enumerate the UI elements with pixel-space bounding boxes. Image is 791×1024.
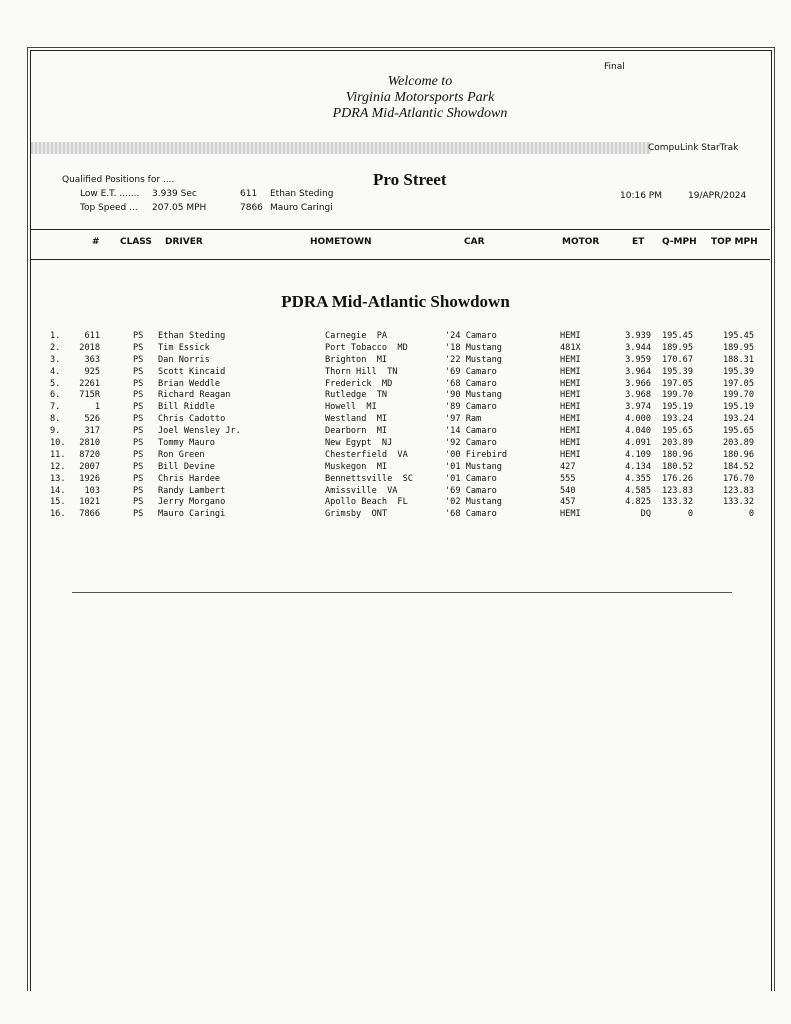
top-mph-cell: 195.19	[722, 402, 754, 413]
class-cell: PS	[133, 402, 144, 413]
driver-cell: Brian Weddle	[158, 378, 221, 389]
driver-cell: Jerry Morgano	[158, 497, 226, 508]
q-mph-cell: 195.19	[661, 402, 693, 413]
et-cell: 4.134	[625, 461, 651, 472]
hometown-cell: Muskegon MI	[325, 461, 388, 472]
top-mph-cell: 195.45	[722, 331, 754, 341]
hometown-cell: Rutledge TN	[325, 390, 388, 401]
car-number-cell: 1021	[79, 497, 100, 508]
car-number-cell: 1926	[79, 473, 100, 484]
driver-cell: Joel Wensley Jr.	[158, 426, 241, 437]
position-cell: 4.	[50, 366, 61, 377]
low-et-car-number: 611	[240, 189, 258, 199]
q-mph-cell: 197.05	[661, 378, 693, 389]
position-cell: 12.	[50, 461, 66, 472]
et-cell: 3.974	[625, 402, 651, 413]
top-speed-car-number: 7866	[240, 203, 263, 213]
header-rule-bottom	[31, 259, 770, 260]
car-cell: '18 Mustang	[445, 342, 502, 353]
q-mph-cell: 203.89	[661, 438, 693, 449]
hometown-cell: Grimsby ONT	[325, 509, 388, 520]
q-mph-cell: 170.67	[661, 354, 693, 365]
car-number-cell: 2007	[79, 461, 100, 472]
class-cell: PS	[133, 509, 144, 520]
col-header-hometown: HOMETOWN	[310, 237, 372, 247]
table-row	[0, 402, 791, 414]
car-number-cell: 2018	[79, 342, 100, 353]
hometown-cell: Dearborn MI	[325, 426, 388, 437]
et-cell: 3.966	[625, 378, 651, 389]
col-header-motor: MOTOR	[562, 237, 600, 247]
et-cell: 3.968	[625, 390, 651, 401]
table-row	[0, 379, 791, 391]
et-cell: 3.959	[625, 354, 651, 365]
car-cell: '68 Camaro	[445, 378, 497, 389]
car-cell: '22 Mustang	[445, 354, 502, 365]
top-mph-cell: 203.89	[722, 438, 754, 449]
motor-cell: HEMI	[560, 426, 581, 437]
welcome-line: Welcome to	[387, 74, 453, 89]
car-cell: '01 Mustang	[445, 461, 502, 472]
car-number-cell: 317	[84, 426, 100, 437]
hometown-cell: Westland MI	[325, 414, 388, 425]
q-mph-cell: 195.45	[661, 331, 693, 341]
table-row	[0, 390, 791, 402]
q-mph-cell: 0	[687, 509, 693, 520]
col-header-number: #	[92, 237, 100, 247]
driver-cell: Tommy Mauro	[158, 438, 215, 449]
low-et-driver: Ethan Steding	[270, 189, 334, 199]
hometown-cell: Thorn Hill TN	[325, 366, 398, 377]
q-mph-cell: 199.70	[661, 390, 693, 401]
top-mph-cell: 123.83	[722, 485, 754, 496]
car-cell: '69 Camaro	[445, 485, 497, 496]
driver-cell: Richard Reagan	[158, 390, 231, 401]
car-number-cell: 103	[84, 485, 100, 496]
position-cell: 1.	[50, 331, 61, 341]
motor-cell: 481X	[560, 342, 581, 353]
col-header-car: CAR	[464, 237, 485, 247]
class-title: Pro Street	[373, 170, 447, 189]
q-mph-cell: 176.26	[661, 473, 693, 484]
position-cell: 15.	[50, 497, 66, 508]
position-cell: 6.	[50, 390, 61, 401]
table-end-rule	[72, 592, 732, 593]
top-speed-label: Top Speed ...	[80, 203, 138, 213]
top-speed-record	[80, 203, 333, 213]
car-number-cell: 2810	[79, 438, 100, 449]
hometown-cell: Howell MI	[325, 402, 377, 413]
car-number-cell: 2261	[79, 378, 100, 389]
et-cell: 4.585	[625, 485, 651, 496]
car-cell: '92 Camaro	[445, 438, 497, 449]
top-mph-cell: 193.24	[722, 414, 754, 425]
class-cell: PS	[133, 331, 144, 341]
position-cell: 10.	[50, 438, 66, 449]
position-cell: 9.	[50, 426, 61, 437]
q-mph-cell: 193.24	[661, 414, 693, 425]
table-row	[0, 486, 791, 498]
low-et-label: Low E.T. .......	[80, 189, 140, 199]
results-table	[0, 331, 791, 521]
class-cell: PS	[133, 342, 144, 353]
table-row	[0, 474, 791, 486]
hometown-cell: Amissville VA	[325, 485, 398, 496]
table-row	[0, 462, 791, 474]
class-cell: PS	[133, 485, 144, 496]
class-cell: PS	[133, 449, 144, 460]
top-speed-value: 207.05 MPH	[152, 203, 207, 213]
header-rule-top	[31, 229, 770, 230]
q-mph-cell: 195.39	[661, 366, 693, 377]
branding-label: CompuLink StarTrak	[648, 143, 739, 153]
table-row	[0, 355, 791, 367]
q-mph-cell: 189.95	[661, 342, 693, 353]
top-mph-cell: 176.70	[722, 473, 754, 484]
table-row	[0, 450, 791, 462]
table-row	[0, 331, 791, 343]
q-mph-cell: 180.96	[661, 449, 693, 460]
et-cell: 4.109	[625, 449, 651, 460]
divider-band	[31, 142, 651, 154]
car-cell: '02 Mustang	[445, 497, 502, 508]
hometown-cell: New Egypt NJ	[325, 438, 393, 449]
motor-cell: HEMI	[560, 354, 581, 365]
top-mph-cell: 0	[748, 509, 754, 520]
class-cell: PS	[133, 390, 144, 401]
motor-cell: 555	[560, 473, 576, 484]
car-cell: '68 Camaro	[445, 509, 497, 520]
class-cell: PS	[133, 461, 144, 472]
motor-cell: HEMI	[560, 378, 581, 389]
motor-cell: HEMI	[560, 366, 581, 377]
table-row	[0, 343, 791, 355]
car-number-cell: 925	[84, 366, 100, 377]
car-number-cell: 526	[84, 414, 100, 425]
car-cell: '97 Ram	[445, 414, 482, 425]
motor-cell: HEMI	[560, 449, 581, 460]
event-title: PDRA Mid-Atlantic Showdown	[281, 292, 510, 311]
top-mph-cell: 199.70	[722, 390, 754, 401]
table-row	[0, 367, 791, 379]
driver-cell: Bill Devine	[158, 461, 215, 472]
class-cell: PS	[133, 414, 144, 425]
top-mph-cell: 189.95	[722, 342, 754, 353]
car-cell: '24 Camaro	[445, 331, 497, 341]
car-cell: '89 Camaro	[445, 402, 497, 413]
motor-cell: 540	[560, 485, 576, 496]
table-row	[0, 497, 791, 509]
position-cell: 5.	[50, 378, 61, 389]
col-header-top-mph: TOP MPH	[711, 237, 758, 247]
car-number-cell: 8720	[79, 449, 100, 460]
top-mph-cell: 195.65	[722, 426, 754, 437]
car-cell: '90 Mustang	[445, 390, 502, 401]
motor-cell: 427	[560, 461, 576, 472]
position-cell: 16.	[50, 509, 66, 520]
top-mph-cell: 195.39	[722, 366, 754, 377]
report-date: 19/APR/2024	[688, 191, 747, 201]
hometown-cell: Bennettsville SC	[325, 473, 413, 484]
et-cell: 4.825	[625, 497, 651, 508]
et-cell: 3.944	[625, 342, 651, 353]
hometown-cell: Brighton MI	[325, 354, 388, 365]
class-cell: PS	[133, 438, 144, 449]
hometown-cell: Frederick MD	[325, 378, 393, 389]
q-mph-cell: 133.32	[661, 497, 693, 508]
top-mph-cell: 133.32	[722, 497, 754, 508]
driver-cell: Bill Riddle	[158, 402, 215, 413]
motor-cell: HEMI	[560, 414, 581, 425]
car-number-cell: 7866	[79, 509, 100, 520]
table-row	[0, 426, 791, 438]
et-cell: 4.040	[625, 426, 651, 437]
event-name: PDRA Mid-Atlantic Showdown	[332, 106, 508, 121]
motor-cell: HEMI	[560, 438, 581, 449]
et-cell: 4.355	[625, 473, 651, 484]
col-header-q-mph: Q-MPH	[662, 237, 697, 247]
et-cell: 3.964	[625, 366, 651, 377]
motor-cell: HEMI	[560, 390, 581, 401]
position-cell: 14.	[50, 485, 66, 496]
top-mph-cell: 180.96	[722, 449, 754, 460]
position-cell: 8.	[50, 414, 61, 425]
et-cell: 4.091	[625, 438, 651, 449]
motor-cell: HEMI	[560, 402, 581, 413]
col-header-et: ET	[632, 237, 645, 247]
table-row	[0, 438, 791, 450]
status-label: Final	[604, 62, 625, 72]
class-cell: PS	[133, 473, 144, 484]
driver-cell: Scott Kincaid	[158, 366, 226, 377]
q-mph-cell: 180.52	[661, 461, 693, 472]
top-mph-cell: 188.31	[722, 354, 754, 365]
table-row	[0, 414, 791, 426]
car-number-cell: 1	[94, 402, 100, 413]
table-row	[0, 509, 791, 521]
position-cell: 13.	[50, 473, 66, 484]
class-cell: PS	[133, 366, 144, 377]
et-cell: DQ	[640, 509, 651, 520]
top-mph-cell: 197.05	[722, 378, 754, 389]
track-name: Virginia Motorsports Park	[345, 90, 495, 105]
driver-cell: Ethan Steding	[158, 331, 226, 341]
class-cell: PS	[133, 426, 144, 437]
welcome-header	[220, 74, 620, 122]
car-number-cell: 611	[84, 331, 100, 341]
position-cell: 11.	[50, 449, 66, 460]
driver-cell: Dan Norris	[158, 354, 210, 365]
position-cell: 3.	[50, 354, 61, 365]
driver-cell: Tim Essick	[158, 342, 210, 353]
low-et-record	[80, 189, 333, 199]
et-cell: 4.000	[625, 414, 651, 425]
class-cell: PS	[133, 497, 144, 508]
motor-cell: HEMI	[560, 331, 581, 341]
driver-cell: Chris Hardee	[158, 473, 221, 484]
col-header-driver: DRIVER	[165, 237, 203, 247]
driver-cell: Randy Lambert	[158, 485, 226, 496]
motor-cell: HEMI	[560, 509, 581, 520]
position-cell: 2.	[50, 342, 61, 353]
driver-cell: Ron Green	[158, 449, 205, 460]
car-number-cell: 715R	[79, 390, 100, 401]
car-cell: '14 Camaro	[445, 426, 497, 437]
class-cell: PS	[133, 354, 144, 365]
car-cell: '01 Camaro	[445, 473, 497, 484]
et-cell: 3.939	[625, 331, 651, 341]
car-cell: '69 Camaro	[445, 366, 497, 377]
top-speed-driver: Mauro Caringi	[270, 203, 333, 213]
motor-cell: 457	[560, 497, 576, 508]
col-header-class: CLASS	[120, 237, 152, 247]
q-mph-cell: 195.65	[661, 426, 693, 437]
hometown-cell: Apollo Beach FL	[325, 497, 408, 508]
top-mph-cell: 184.52	[722, 461, 754, 472]
class-cell: PS	[133, 378, 144, 389]
position-cell: 7.	[50, 402, 61, 413]
qualified-title: Qualified Positions for ....	[62, 175, 175, 185]
low-et-value: 3.939 Sec	[152, 189, 197, 199]
hometown-cell: Carnegie PA	[325, 331, 388, 341]
hometown-cell: Chesterfield VA	[325, 449, 408, 460]
driver-cell: Mauro Caringi	[158, 509, 226, 520]
driver-cell: Chris Cadotto	[158, 414, 226, 425]
report-time: 10:16 PM	[620, 191, 662, 201]
q-mph-cell: 123.83	[661, 485, 693, 496]
hometown-cell: Port Tobacco MD	[325, 342, 408, 353]
car-number-cell: 363	[84, 354, 100, 365]
car-cell: '00 Firebird	[445, 449, 508, 460]
